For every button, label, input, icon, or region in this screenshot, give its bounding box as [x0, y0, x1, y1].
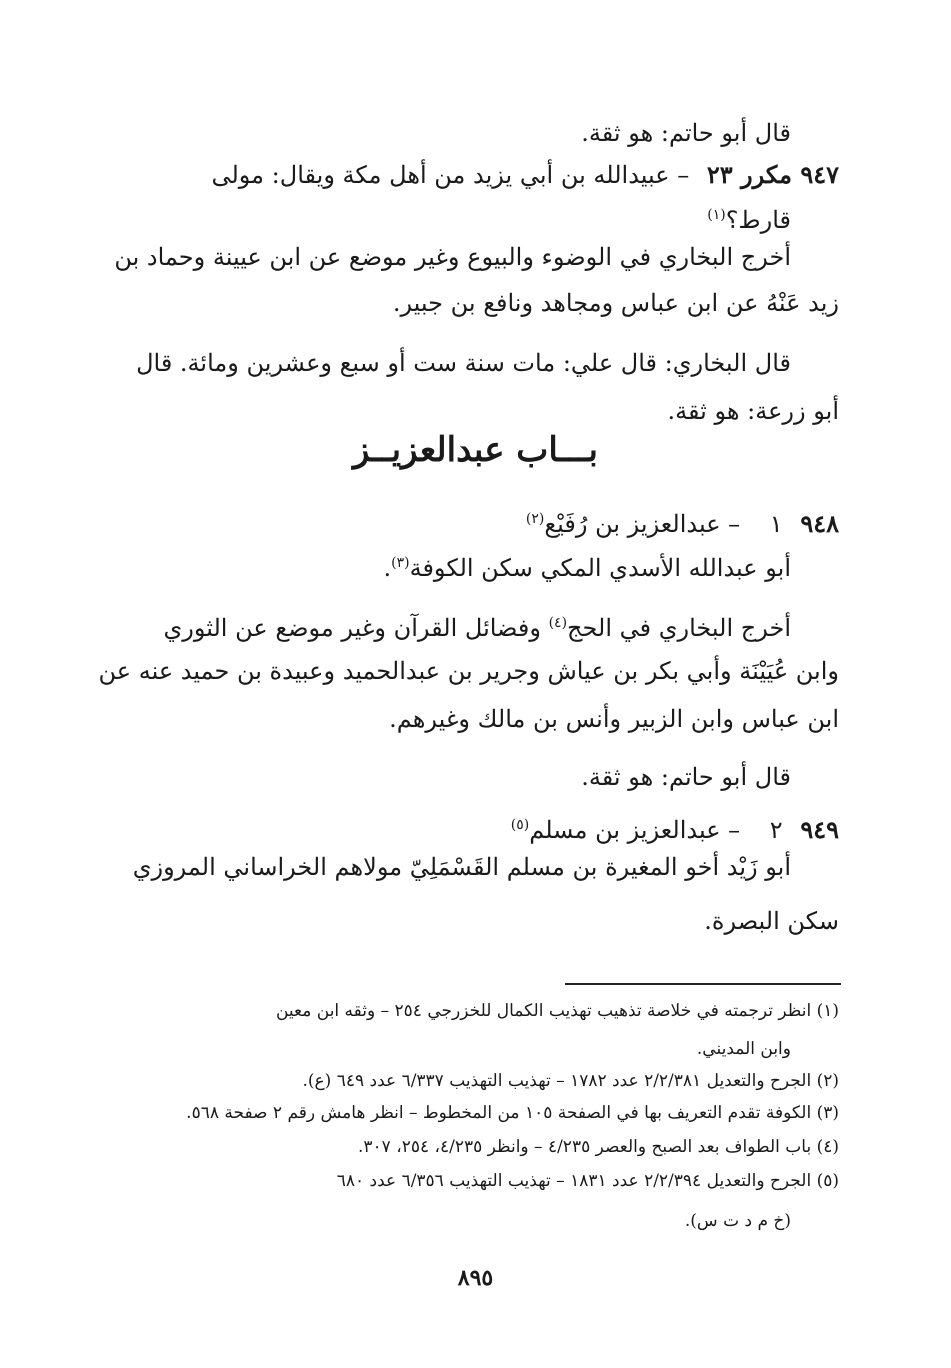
entry-948-header	[139, 500, 839, 543]
footnote-ref-1: (١)	[707, 207, 726, 223]
entry-949-kunya: أبو زَيْد أخو المغيرة بن مسلم القَسْمَلِيّ مولاهم الخراساني المروزي	[132, 853, 791, 881]
entry-948-index: ١	[769, 510, 783, 538]
page-number: ٨٩٥	[457, 1265, 494, 1291]
entry-947-bukhari-line1: أخرج البخاري في الوضوء والبيوع وغير موضع عن ابن عيينة وحماد بن	[114, 243, 791, 271]
footnote-1: (١) انظر ترجمته في خلاصة تذهيب تهذيب الكمال للخزرجي ٢٥٤ – وثقه ابن معين	[275, 1001, 839, 1021]
entry-948-bukhari-line3: ابن عباس وابن الزبير وأنس بن مالك وغيرهم.	[389, 705, 839, 733]
entry-948-bukhari-line1	[131, 604, 791, 647]
entry-949-index: ٢	[769, 816, 783, 844]
footnote-ref-2: (٢)	[525, 511, 545, 527]
footnote-2: (٢) الجرح والتعديل ٢/٢/٣٨١ عدد ١٧٨٢ – تهذيب التهذيب ٦/٣٣٧ عدد ٦٤٩ (ع).	[302, 1071, 839, 1091]
entry-949-residence: سكن البصرة.	[704, 907, 839, 935]
entry-949-name: – عبدالعزيز بن مسلم	[529, 816, 741, 844]
footnote-ref-4: (٤)	[548, 615, 568, 631]
entry-947-death-line1: قال البخاري: قال علي: مات سنة ست أو سبع وعشرين ومائة. قال	[136, 349, 791, 377]
entry-947-bukhari-line2: زيد عَنْهُ عن ابن عباس ومجاهد ونافع بن جبير.	[392, 289, 839, 317]
footnote-3: (٣) الكوفة تقدم التعريف بها في الصفحة ١٠٥ من المخطوط – انظر هامش رقم ٢ صفحة ٥٦٨.	[186, 1103, 839, 1123]
entry-948-kunya: أبو عبدالله الأسدي المكي سكن الكوفة$^{(٣)}$.	[383, 554, 791, 582]
footnote-ref-3: (٣)	[391, 555, 410, 571]
footnote-5-cont: (خ م د ت س).	[684, 1211, 791, 1231]
entry-947-qarit: قارط؟	[725, 206, 791, 234]
footnote-ref-5: (٥)	[510, 817, 530, 833]
footnote-5: (٥) الجرح والتعديل ٢/٢/٣٩٤ عدد ١٨٣١ – تهذيب التهذيب ٦/٣٥٦ عدد ٦٨٠	[336, 1171, 839, 1191]
entry-947-header	[139, 156, 839, 194]
entry-947-abu-zura: أبو زرعة: هو ثقة.	[667, 397, 839, 425]
entry-948-name: – عبدالعزيز بن رُفَيْع	[544, 510, 741, 538]
entry-949-number: ٩٤٩	[800, 815, 839, 844]
footnote-1-cont: وابن المديني.	[696, 1039, 791, 1059]
footnote-divider	[565, 983, 841, 985]
entry-948-hajj: أخرج البخاري في الحج	[567, 614, 791, 642]
entry-949-header	[139, 806, 839, 849]
entry-947-number: ٩٤٧ مكرر ٢٣	[706, 160, 839, 189]
footnote-4: (٤) باب الطواف بعد الصبح والعصر ٤/٢٣٥ – وانظر ٤/٢٣٥، ٢٥٤، ٣٠٧.	[357, 1137, 839, 1157]
entry-948-abu-hatim: قال أبو حاتم: هو ثقة.	[581, 763, 791, 791]
chapter-heading: بـــاب عبدالعزيــز	[352, 430, 599, 470]
entry-948-bukhari-line2: وابن عُيَيْنَة وأبي بكر بن عياش وجرير بن عبدالحميد وعبيدة بن حميد عنه عن	[98, 657, 839, 685]
text-line-abu-hatim-1: قال أبو حاتم: هو ثقة.	[581, 119, 791, 147]
entry-948-fadail: وفضائل القرآن وغير موضع عن الثوري	[163, 614, 549, 642]
entry-947-text: – عبيدالله بن أبي يزيد من أهل مكة ويقال: مولى	[211, 161, 690, 189]
entry-947-line2	[131, 196, 791, 239]
entry-948-kunya-text: أبو عبدالله الأسدي المكي سكن الكوفة	[409, 554, 791, 582]
entry-948-number: ٩٤٨	[800, 509, 839, 538]
